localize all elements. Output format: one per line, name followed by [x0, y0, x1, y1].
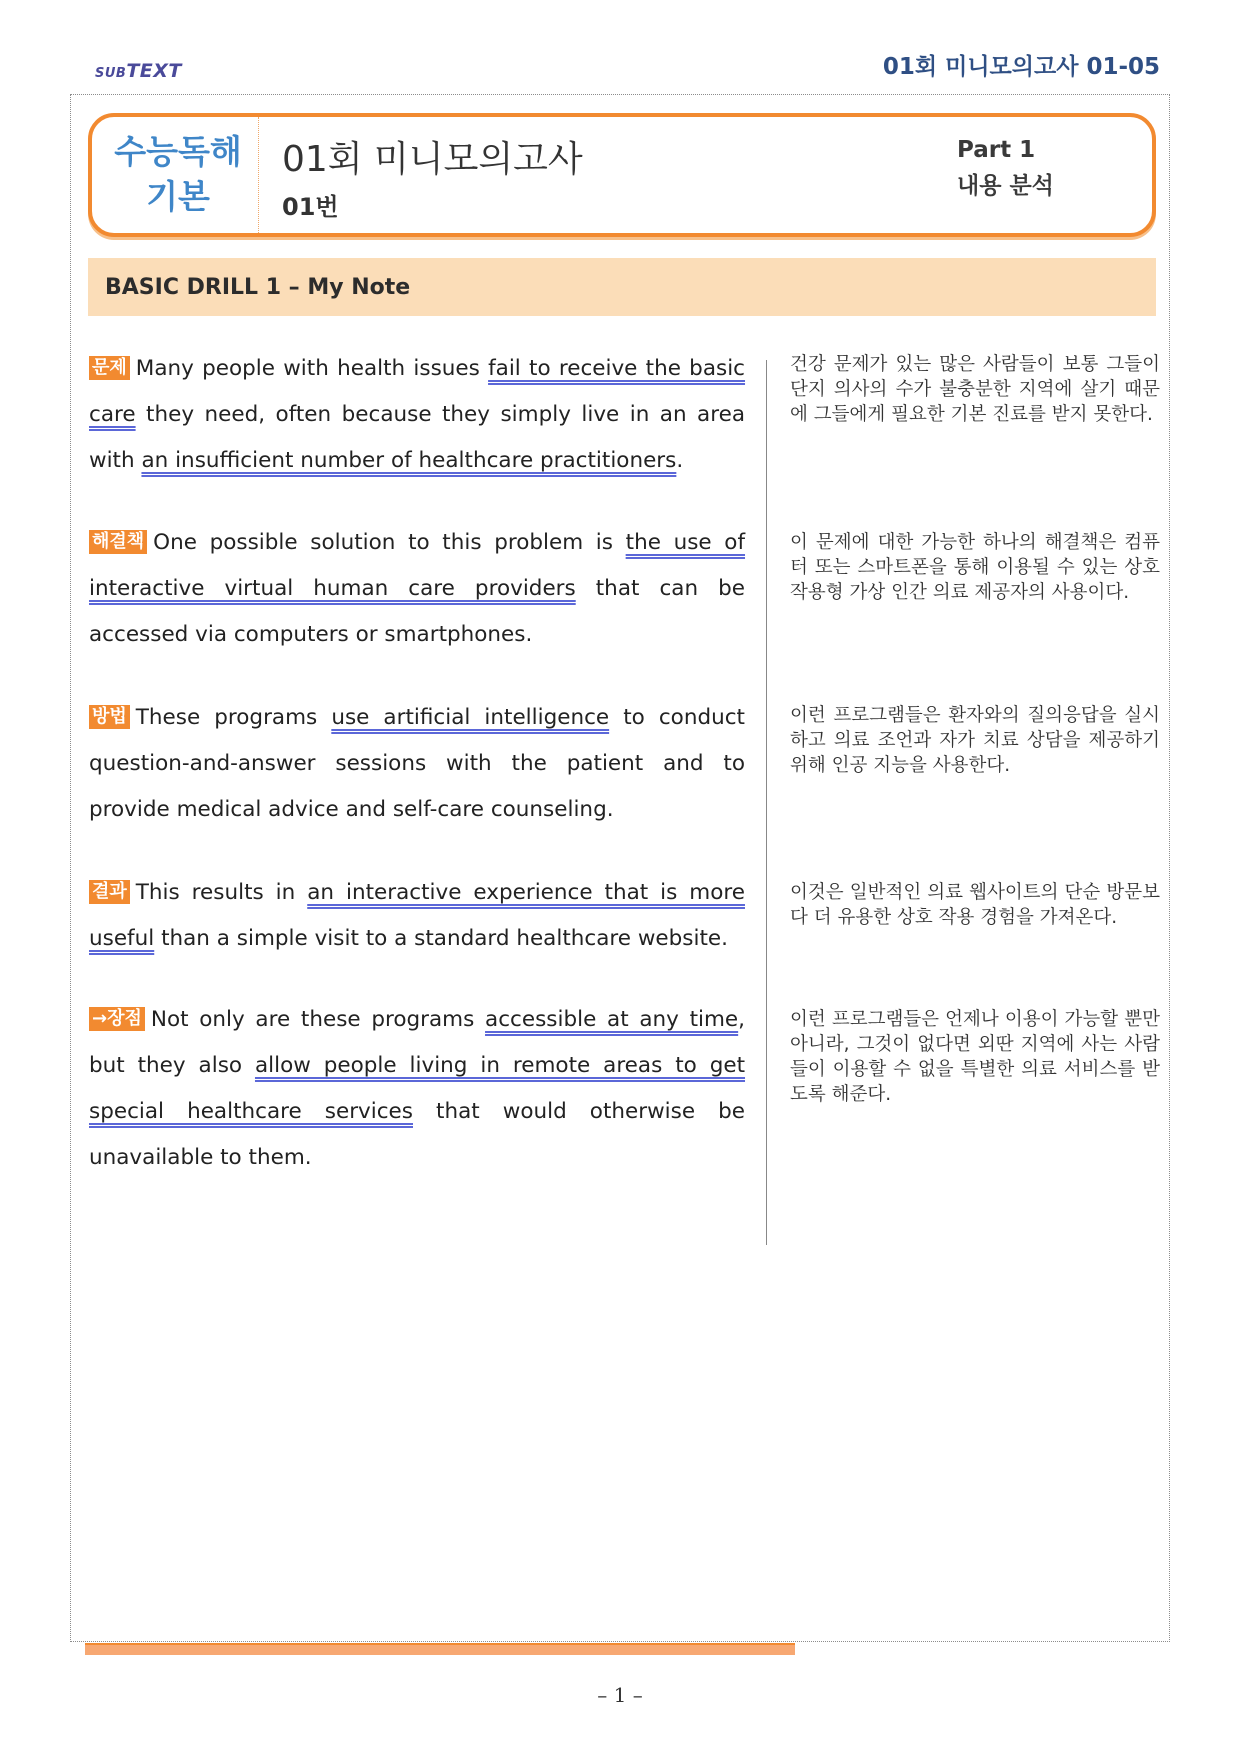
- paragraph-tag: →장점: [89, 1007, 145, 1031]
- paragraph-tag: 방법: [89, 705, 130, 729]
- page-frame: [70, 94, 1170, 1642]
- underlined-phrase: the use of interactive virtual human care providers: [89, 530, 746, 601]
- korean-translation-5: 이런 프로그램들은 언제나 이용이 가능할 뿐만 아니라, 그것이 없다면 외딴 지역에 사는 사람들이 이용할 수 없을 특별한 의료 서비스를 받도록 해준다.: [790, 1009, 1160, 1105]
- drill-bar: [88, 258, 1156, 316]
- part-info: [957, 133, 1054, 204]
- question-number: 01번: [282, 193, 339, 221]
- column-divider: [766, 360, 767, 1245]
- korean-translation-4: 이것은 일반적인 의료 웹사이트의 단순 방문보다 더 유용한 상호 작용 경험을 가져온다.: [790, 882, 1160, 928]
- underlined-phrase: an interactive experience that is more useful: [89, 880, 745, 951]
- text-span: These programs: [135, 705, 332, 730]
- exam-code: 01회 미니모의고사 01-05: [882, 54, 1160, 80]
- bottom-accent-bar: [85, 1643, 795, 1655]
- text-span: that can be accessed via computers or smartphones.: [89, 576, 745, 647]
- underlined-phrase: fail to receive the basic care: [89, 356, 746, 427]
- paragraph-tag: 해결책: [89, 530, 147, 554]
- paragraph-tag: 문제: [89, 356, 130, 380]
- title-left-line2: 기본: [146, 177, 210, 216]
- text-span: than a simple visit to a standard healthcare website.: [154, 926, 728, 951]
- text-span: they need, often because they simply live in an area with: [89, 402, 745, 473]
- underlined-phrase: use artificial intelligence: [331, 705, 610, 730]
- title-left-line1: 수능독해: [114, 132, 242, 172]
- english-paragraph-5: [89, 997, 745, 1181]
- text-span: to conduct question-and-answer sessions with the patient and to provide medical advice and self-care counseling.: [89, 705, 745, 822]
- title-box: [88, 113, 1156, 237]
- text-span: , but they also: [89, 1007, 745, 1078]
- text-span: This results in: [135, 880, 308, 905]
- drill-label: BASIC DRILL 1 – My Note: [105, 274, 411, 300]
- subtext-logo: [95, 60, 182, 82]
- page-number: – 1 –: [597, 1683, 643, 1707]
- text-span: .: [676, 448, 684, 473]
- underlined-phrase: accessible at any time: [485, 1007, 739, 1032]
- english-paragraph-3: [89, 695, 745, 833]
- logo-text: TEXT: [126, 60, 182, 82]
- english-paragraph-2: [89, 520, 745, 658]
- underlined-phrase: an insufficient number of healthcare practitioners: [141, 448, 677, 473]
- text-span: that would otherwise be unavailable to them.: [89, 1099, 745, 1170]
- page-title: 01회 미니모의고사: [282, 139, 583, 180]
- korean-translation-1: 건강 문제가 있는 많은 사람들이 보통 그들이 단지 의사의 수가 불충분한 지역에 살기 때문에 그들에게 필요한 기본 진료를 받지 못한다.: [790, 354, 1160, 425]
- korean-translation-3: 이런 프로그램들은 환자와의 질의응답을 실시하고 의료 조언과 자가 치료 상담을 제공하기 위해 인공 지능을 사용한다.: [790, 705, 1160, 776]
- section-label: 내용 분석: [957, 172, 1054, 199]
- paragraph-tag: 결과: [89, 880, 130, 904]
- text-span: Many people with health issues: [135, 356, 489, 381]
- text-span: Not only are these programs: [150, 1007, 486, 1032]
- korean-translation-2: 이 문제에 대한 가능한 하나의 해결책은 컴퓨터 또는 스마트폰을 통해 이용될 수 있는 상호작용형 가상 인간 의료 제공자의 사용이다.: [790, 532, 1160, 603]
- part-label: Part 1: [957, 137, 1036, 163]
- underlined-phrase: allow people living in remote areas to get special healthcare services: [89, 1053, 746, 1124]
- logo-sub: SUB: [95, 66, 127, 81]
- english-paragraph-4: [89, 870, 745, 962]
- title-left-panel: [98, 117, 259, 233]
- text-span: One possible solution to this problem is: [153, 530, 626, 555]
- english-paragraph-1: [89, 346, 745, 484]
